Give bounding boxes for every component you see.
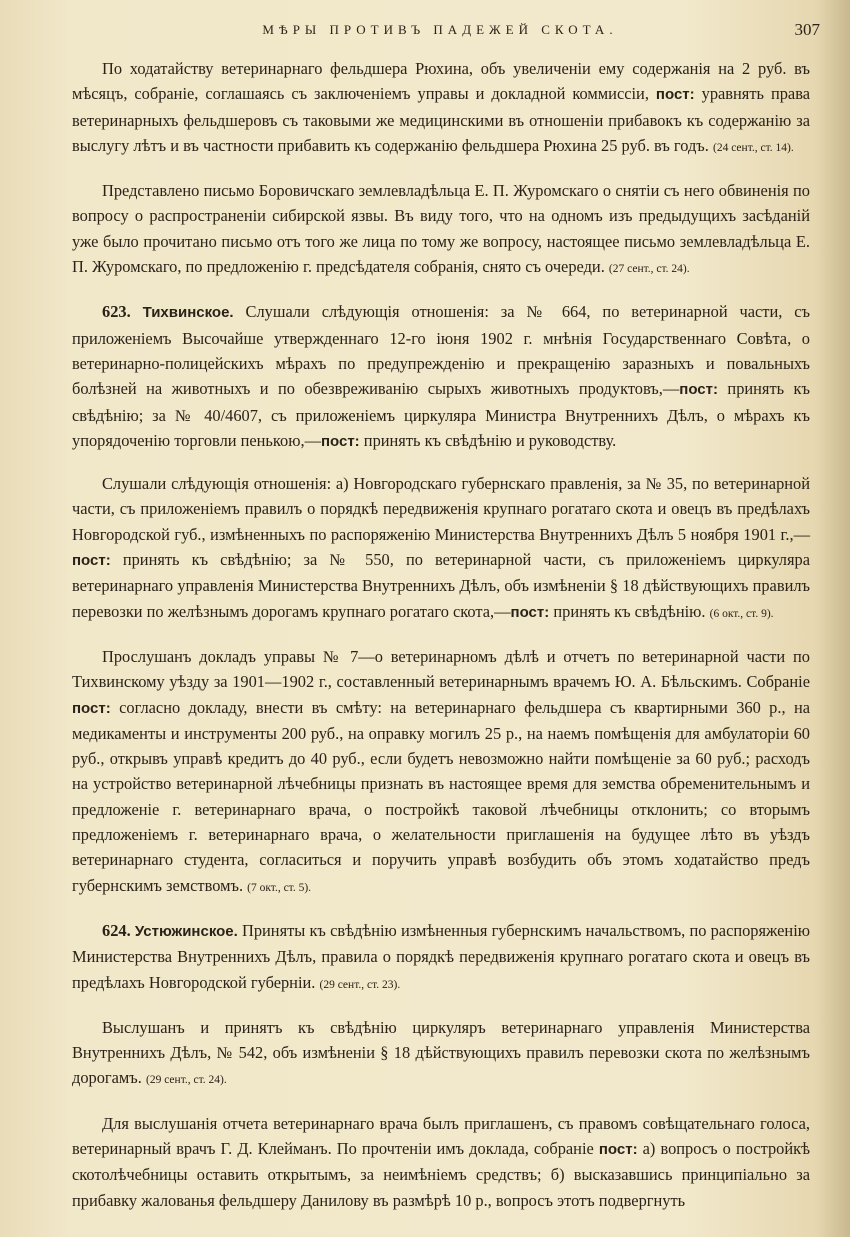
- paragraph-8: Для выслушанія отчета ветеринарнаго врача былъ приглашенъ, съ правомъ совѣщательнаго голоса, ветеринарный врачъ Г. Д. Клейманъ. По прочтеніи имъ доклада, собраніе пост: а) вопросъ о постройкѣ скотолѣчебницы оставить открытымъ, за неимѣніемъ средствъ; б) высказавшись принципіально за прибавку жалованья фельдшеру Данилову въ размѣрѣ 10 р., вопросъ этотъ подвергнуть: [72, 1113, 810, 1210]
- paragraph-6: 624. Устюжинское. Приняты къ свѣдѣнію измѣненныя губернскимъ начальствомъ, по распоряженію Министерства Внутреннихъ Дѣлъ, правила о порядкѣ передвиженія крупнаго рогатаго скота и овецъ въ предѣлахъ Новгородской губерніи. (29 сент., ст. 23).: [72, 920, 810, 992]
- section-number: 624.: [102, 920, 131, 940]
- section-title: Тихвинское.: [142, 304, 234, 322]
- citation: (29 сент., ст. 24).: [145, 1074, 227, 1087]
- paragraph-1: По ходатайству ветеринарнаго фельдшера Рюхина, объ увеличеніи ему содержанія на 2 руб. въ мѣсяцъ, собраніе, соглашаясь съ заключеніемъ управы и докладной коммиссіи, пост: уравнять права ветеринарныхъ фельдшеровъ съ таковыми же медицинскими въ отношеніи прибавокъ къ содержанію за выслугу лѣтъ и въ частности прибавить къ содержанію фельдшера Рюхина 25 руб. въ годъ. (24 сент., ст. 14).: [72, 59, 810, 155]
- paragraph-3: 623. Тихвинское. Слушали слѣдующія отношенія: за № 664, по ветеринарной части, съ приложеніемъ Высочайше утвержденнаго 12-го іюня 1902 г. мнѣнія Государственнаго Совѣта, о ветеринарно-полицейскихъ мѣрахъ по предупрежденію и прекращенію заразныхъ и повальныхъ болѣзней на животныхъ и по обезвреживанію сырыхъ животныхъ продуктовъ,—пост: принять къ свѣдѣнію; за № 40/4607, съ приложеніемъ циркуляра Министра Внутреннихъ Дѣлъ, о мѣрахъ къ упорядоченію торговли пенькою,—пост: принять къ свѣдѣнію и руководству.: [72, 302, 810, 450]
- section-title: Устюжинское.: [134, 922, 238, 940]
- page-number: 307: [794, 20, 820, 39]
- paragraph-4: Слушали слѣдующія отношенія: а) Новгородскаго губернскаго правленія, за № 35, по ветеринарной части, съ приложеніемъ правилъ о порядкѣ передвиженія крупнаго рогатаго скота и овецъ въ предѣлахъ Новгородской губ., измѣненныхъ по распоряженію Министерства Внутреннихъ Дѣлъ 5 ноября 1901 г.,—пост: принять къ свѣдѣнію; за № 550, по ветеринарной части, съ приложеніемъ циркуляра ветеринарнаго управленія Министерства Внутреннихъ Дѣлъ, объ измѣненіи § 18 дѣйствующихъ правилъ перевозки по желѣзнымъ дорогамъ крупнаго рогатаго скота,—пост: принять къ свѣдѣнію. (6 окт., ст. 9).: [72, 474, 810, 621]
- page-body: [72, 56, 810, 1230]
- citation: (27 сент., ст. 24).: [608, 263, 690, 276]
- citation: (7 окт., ст. 5).: [247, 881, 312, 894]
- citation: (24 сент., ст. 14).: [712, 141, 794, 154]
- paragraph-5: Прослушанъ докладъ управы № 7—о ветеринарномъ дѣлѣ и отчетъ по ветеринарной части по Тихвинскому уѣзду за 1901—1902 г., составленный ветеринарнымъ врачемъ Ю. А. Бѣльскимъ. Собраніе пост: согласно докладу, внести въ смѣту: на ветеринарнаго фельдшера съ квартирными 360 р., на медикаменты и инструменты 200 руб., на оправку могилъ 25 р., на наемъ помѣщенія для амбулаторіи 60 руб., открывъ управѣ кредитъ до 40 руб., если будетъ невозможно найти помѣщеніе за 60 руб.; расходъ на устройство ветеринарной лѣчебницы признать въ настоящее время для земства обременительнымъ и предложеніе г. ветеринарнаго врача, о постройкѣ таковой лѣчебницы отклонить; со вторымъ предложеніемъ г. ветеринарнаго врача, о желательности приглашенія на будущее лѣто въ уѣздъ ветеринарнаго студента, согласиться и поручить управѣ возбудить объ этомъ ходатайство предъ губернскимъ земствомъ. (7 окт., ст. 5).: [72, 646, 810, 895]
- running-title: МѢРЫ ПРОТИВЪ ПАДЕЖЕЙ СКОТА.: [262, 22, 618, 37]
- paragraph-7: Выслушанъ и принятъ къ свѣдѣнію циркуляръ ветеринарнаго управленія Министерства Внутреннихъ Дѣлъ, № 542, объ измѣненіи § 18 дѣйствующихъ правилъ перевозки скота по желѣзнымъ дорогамъ. (29 сент., ст. 24).: [72, 1017, 810, 1088]
- citation: (29 сент., ст. 23).: [319, 978, 401, 991]
- page-header: [60, 20, 820, 44]
- section-number: 623.: [102, 302, 131, 322]
- citation: (6 окт., ст. 9).: [709, 607, 774, 620]
- paragraph-2: Представлено письмо Боровичскаго землевладѣльца Е. П. Журомскаго о снятіи съ него обвиненія по вопросу о распространеніи сибирской язвы. Въ виду того, что на одномъ изъ предыдущихъ засѣданій уже было прочитано письмо отъ того же лица по тому же вопросу, настоящее письмо землевладѣльца Е. П. Журомскаго, по предложенію г. предсѣдателя собранія, снято съ очереди. (27 сент., ст. 24).: [72, 181, 810, 277]
